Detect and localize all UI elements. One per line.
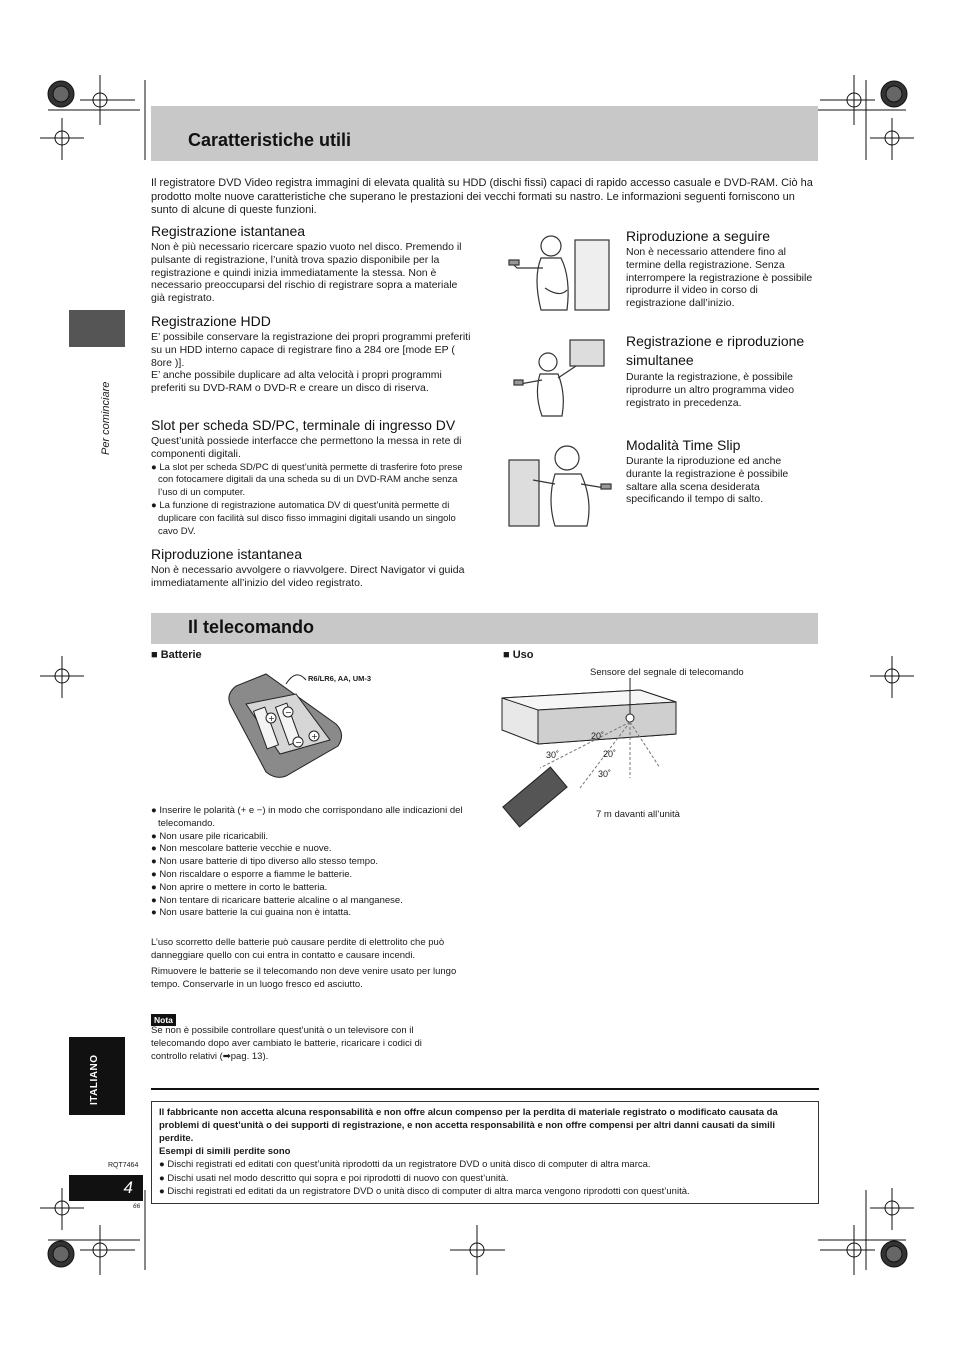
section-label: Per cominciare [100, 381, 112, 455]
feature-title: Slot per scheda SD/PC, terminale di ingresso DV [151, 417, 456, 433]
bullet-item: ● Dischi usati nel modo descritto qui sopra e poi riprodotti di nuovo con quest’unità. [159, 1172, 509, 1184]
feature-simultaneous [626, 332, 818, 409]
bullet-item: ● Dischi registrati ed editati da un registratore DVD o unità disco di computer di altra marca vengono riprodotti con quest’unità. [159, 1186, 690, 1197]
sub-page-number: 66 [133, 1203, 141, 1210]
angle-bottom-label: 30˚ [598, 769, 612, 779]
svg-text:−: − [285, 708, 292, 717]
bullet-item: ● Dischi registrati ed editati con quest’unità riprodotti da un registratore DVD o unità disco di computer di altra marca. [159, 1159, 651, 1170]
feature-text: Durante la registrazione, è possibile riprodurre un altro programma video registrato in precedenza. [626, 371, 795, 409]
battery-bullets [151, 805, 471, 920]
feature-title: Registrazione HDD [151, 313, 271, 329]
usage-heading: ■ Uso [503, 649, 534, 661]
person-with-remote-illustration [505, 228, 617, 316]
bullet-item: ● Non riscaldare o esporre a fiamme le batterie. [151, 868, 353, 880]
feature-instant-recording [151, 223, 471, 305]
angle-right-label: 20˚ [603, 749, 617, 759]
feature-text: Non è necessario avvolgere o riavvolgere. Direct Navigator vi guida immediatamente all’inizio del video registrato. [151, 564, 465, 589]
svg-text:−: − [295, 738, 302, 747]
feature-title: Registrazione e riproduzione simultanee [626, 333, 805, 368]
angle-left-label: 30˚ [546, 750, 560, 760]
svg-text:+: + [311, 732, 318, 741]
section-tab [69, 310, 125, 347]
bullet-item: ● Inserire le polarità (+ e −) in modo che corrispondano alle indicazioni del telecomando. [151, 805, 463, 829]
model-code: RQT7464 [108, 1162, 139, 1169]
feature-chasing-playback [626, 228, 818, 310]
remote-usage-illustration [500, 678, 680, 828]
intro-paragraph: Il registratore DVD Video registra immagini di elevata qualità su HDD (dischi fissi) capaci di rapido accesso casuale e DVD-RAM. Ciò ha prodotto molte nuove caratteristiche che superano le prestazioni dei vecchi formati su nastro. Le informazioni seguenti forniscono un sunto di alcune di queste funzioni. [151, 177, 813, 216]
feature-title: Registrazione istantanea [151, 223, 306, 239]
sensor-label: Sensore del segnale di telecomando [590, 667, 744, 678]
battery-warning-storage: Rimuovere le batterie se il telecomando non deve venire usato per lungo tempo. Conservarle in un luogo fresco ed asciutto. [151, 966, 457, 990]
feature-sd-slot [151, 417, 473, 538]
feature-instant-playback [151, 546, 471, 590]
bullet-item: ● Non aprire o mettere in corto le batteria. [151, 881, 328, 893]
nota-badge: Nota [151, 1010, 176, 1028]
divider-rule [151, 1088, 819, 1090]
bullet-item: ● Non usare batterie di tipo diverso allo stesso tempo. [151, 856, 379, 868]
examples-title: Esempi di simili perdite sono [159, 1146, 291, 1157]
svg-text:+: + [268, 714, 275, 723]
person-watching-illustration [510, 336, 610, 418]
distance-label: 7 m davanti all’unità [596, 809, 680, 820]
feature-title: Riproduzione istantanea [151, 546, 302, 562]
battery-type-label: R6/LR6, AA, UM-3 [308, 674, 372, 683]
remote-header-band [151, 613, 818, 644]
disclaimer-bullets [159, 1158, 811, 1199]
time-slip-illustration [507, 440, 617, 530]
feature-text: E’ possibile conservare la registrazione dei propri programmi preferiti su un HDD interno capace di registrare fino a 284 ore [mode EP ( 8ore )]. E’ anche possibile duplicare ad alta velocità i propri programmi preferiti su DVD-RAM o DVD-R e creare un disco di riserva. [151, 331, 471, 395]
page-number: 4 [123, 1178, 133, 1197]
battery-warning-leak: L’uso scorretto delle batterie può causare perdite di elettrolito che può danneggiare quello con cui entra in contatto e causare incendi. [151, 937, 445, 961]
bullet-item: ● Non mescolare batterie vecchie e nuove. [151, 843, 332, 855]
features-title: Caratteristiche utili [188, 130, 352, 150]
language-tab: ITALIANO [69, 1037, 125, 1115]
angle-top-label: 20˚ [591, 731, 605, 741]
feature-text: Quest’unità possiede interfacce che permettono la messa in rete di componenti digitali. [151, 435, 462, 460]
feature-text: Durante la riproduzione ed anche durante la registrazione è possibile saltare alla scena desiderata specificando il tempo di salto. [626, 455, 789, 506]
feature-title: Riproduzione a seguire [626, 228, 770, 244]
remote-title: Il telecomando [188, 617, 315, 637]
feature-title: Modalità Time Slip [626, 437, 741, 453]
feature-hdd-recording [151, 313, 471, 395]
feature-text: Non è più necessario ricercare spazio vuoto nel disco. Premendo il pulsante di registrazione, l’unità trova spazio disponibile per la registrazione e quindi inizia immediatamente la stessa. Non è necessario preoccuparsi del rischio di registrare sopra a materiale già registrato. [151, 241, 462, 305]
disclaimer-box [151, 1101, 819, 1204]
bullet-item: ● Non tentare di ricaricare batterie alcaline o al manganese. [151, 894, 403, 906]
page-number-box [69, 1175, 143, 1201]
batteries-heading: ■ Batterie [151, 649, 202, 661]
feature-text: Non è necessario attendere fino al termine della registrazione. Senza interrompere la registrazione è possibile riprodurre il video in corso di registrazione dall’inizio. [626, 246, 813, 310]
bullet-item: ● Non usare pile ricaricabili. [151, 830, 269, 842]
features-header-band [151, 106, 818, 161]
bullet-item: ● La funzione di registrazione automatica DV di quest’unità permette di duplicare con facilità sul disco fisso immagini digitali usando un singolo cavo DV. [151, 499, 456, 537]
bullet-item: ● Non usare batterie la cui guaina non è intatta. [151, 907, 352, 919]
nota-text: Se non è possibile controllare quest’unità o un televisore con il telecomando dopo aver cambiato le batterie, ricaricare i codici di controllo relativi (➡pag. 13). [151, 1025, 422, 1062]
disclaimer-text: Il fabbricante non accetta alcuna responsabilità e non offre alcun compenso per la perdita di materiale registrato o modificato causata da problemi di quest’unità o dei supporti di registrazione, e non accetta responsabilità e non offre compensi per altri danni causati da simili perdite. [159, 1107, 778, 1144]
bullet-item: ● La slot per scheda SD/PC di quest’unità permette di trasferire foto prese con fotocamere digitali da una scheda su di un DVD-RAM anche senza l’uso di un computer. [151, 461, 463, 499]
feature-time-slip [626, 437, 818, 506]
